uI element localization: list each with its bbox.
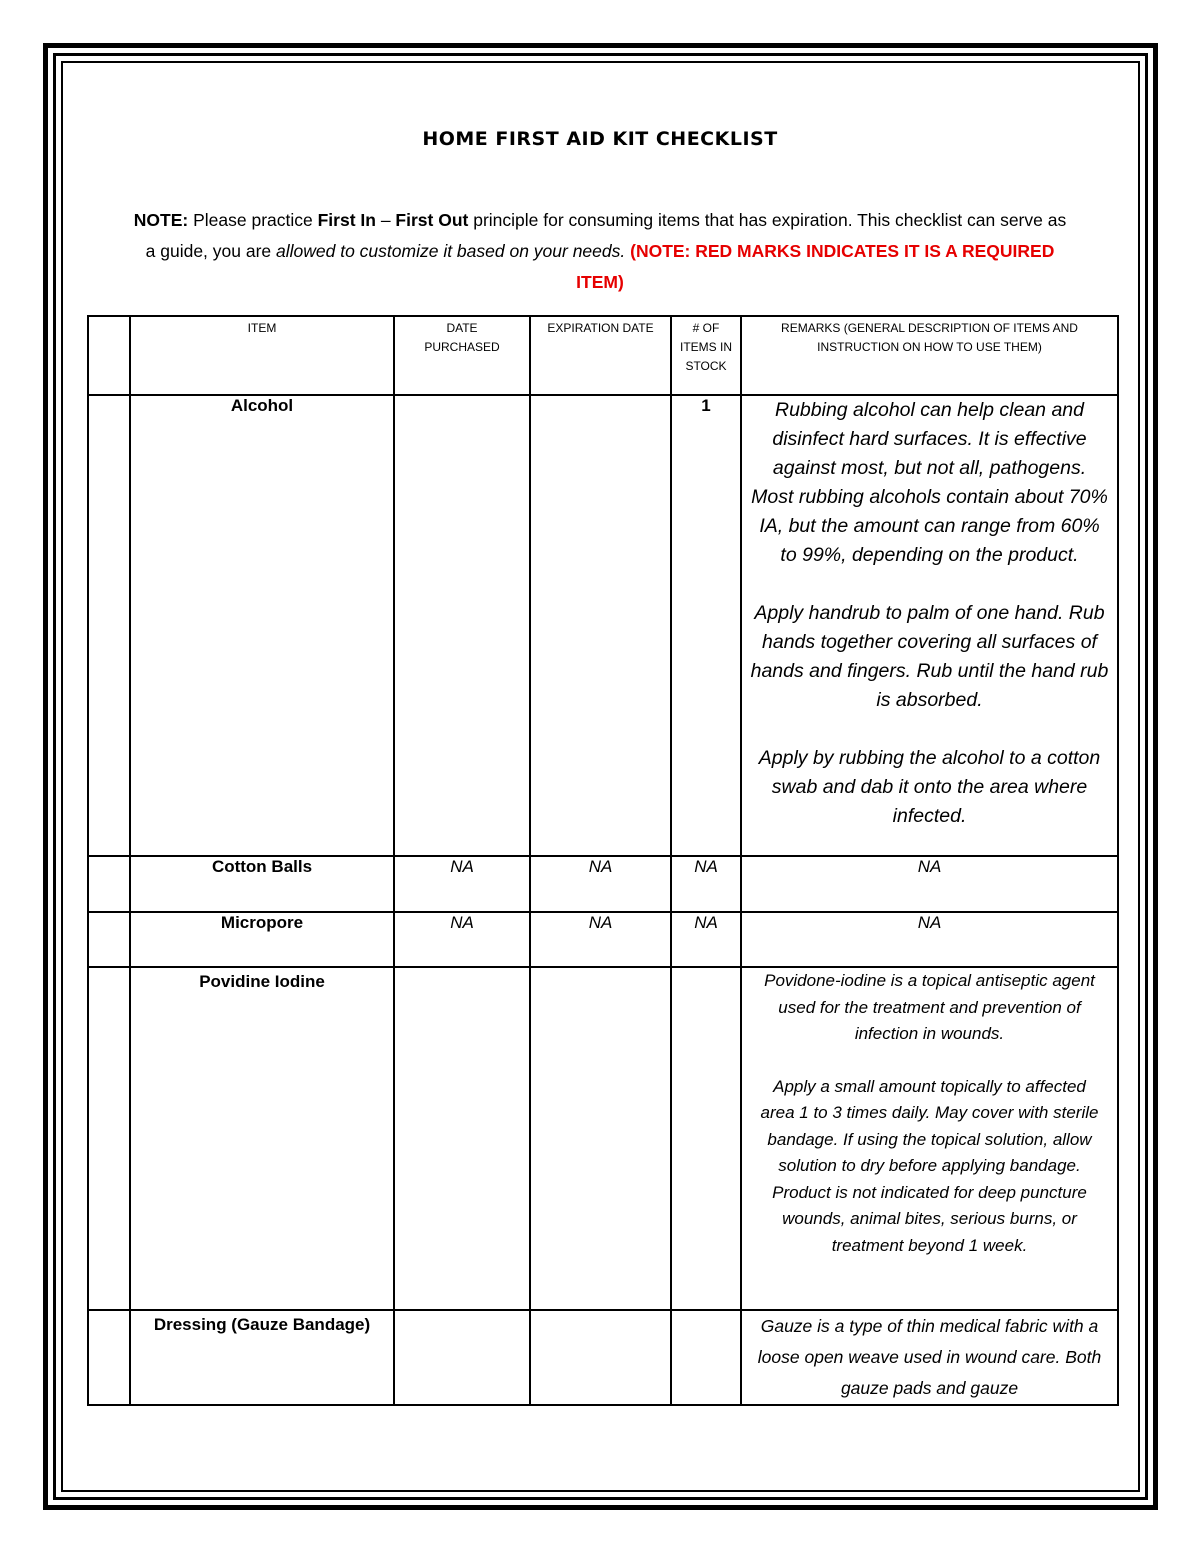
table-row [88, 1310, 1118, 1405]
note-text-2: principle for consuming items that has expiration. This checklist can serve as a guide, you are [145, 210, 1067, 261]
remarks-paragraph: Povidone-iodine is a topical antiseptic agent used for the treatment and prevention of infection in wounds. [764, 971, 1095, 1043]
note-paragraph [130, 205, 1070, 298]
row-checkbox-cell[interactable] [88, 912, 130, 967]
expiration-date-cell [530, 967, 671, 1310]
note-bold-first-out: First Out [395, 210, 469, 230]
stock-cell: NA [671, 856, 741, 912]
note-italic: allowed to customize it based on your needs. [276, 241, 626, 261]
table-row [88, 912, 1118, 967]
row-checkbox-cell[interactable] [88, 856, 130, 912]
note-red-required: (NOTE: RED MARKS INDICATES IT IS A REQUIRED ITEM) [576, 241, 1055, 292]
date-purchased-cell: NA [394, 912, 530, 967]
remarks-paragraph: Gauze is a type of thin medical fabric with a loose open weave used in wound care. Both gauze pads and gauze [757, 1316, 1102, 1398]
note-bold-first-in: First In [317, 210, 376, 230]
date-purchased-cell [394, 395, 530, 856]
row-checkbox-cell[interactable] [88, 1310, 130, 1405]
remarks-cell [741, 967, 1118, 1310]
header-expiration-date: EXPIRATION DATE [530, 316, 671, 395]
remarks-cell [741, 1310, 1118, 1405]
item-name: Dressing (Gauze Bandage) [130, 1310, 394, 1405]
date-purchased-cell [394, 1310, 530, 1405]
header-items-in-stock: # OF ITEMS IN STOCK [671, 316, 741, 395]
item-name: Povidine Iodine [130, 967, 394, 1310]
table-row [88, 967, 1118, 1310]
header-remarks: REMARKS (GENERAL DESCRIPTION OF ITEMS AND INSTRUCTION ON HOW TO USE THEM) [741, 316, 1118, 395]
stock-cell: 1 [671, 395, 741, 856]
note-dash: – [375, 210, 396, 230]
expiration-date-cell [530, 1310, 671, 1405]
expiration-date-cell [530, 395, 671, 856]
date-purchased-cell: NA [394, 856, 530, 912]
row-checkbox-cell[interactable] [88, 967, 130, 1310]
item-name: Micropore [130, 912, 394, 967]
item-name: Alcohol [130, 395, 394, 856]
stock-cell [671, 1310, 741, 1405]
row-checkbox-cell[interactable] [88, 395, 130, 856]
remarks-paragraph: Rubbing alcohol can help clean and disinfect hard surfaces. It is effective against most, but not all, pathogens. Most rubbing alcohols contain about 70% IA, but the amount can range from 60% to 99%, depending on the product. [751, 399, 1108, 566]
remarks-paragraph: Apply by rubbing the alcohol to a cotton swab and dab it onto the area where infected. [758, 747, 1101, 827]
remarks-cell: NA [741, 856, 1118, 912]
remarks-paragraph: Apply handrub to palm of one hand. Rub hands together covering all surfaces of hands and fingers. Rub until the hand rub is absorbed. [750, 602, 1109, 711]
note-label: NOTE: [133, 210, 189, 230]
stock-cell [671, 967, 741, 1310]
page-title: HOME FIRST AID KIT CHECKLIST [422, 128, 778, 150]
header-date-purchased: DATE PURCHASED [394, 316, 530, 395]
note-text-1: Please practice [188, 210, 318, 230]
remarks-cell: NA [741, 912, 1118, 967]
date-purchased-cell [394, 967, 530, 1310]
item-name: Cotton Balls [130, 856, 394, 912]
remarks-paragraph: Apply a small amount topically to affected area 1 to 3 times daily. May cover with sterile bandage. If using the topical solution, allow solution to dry before applying bandage. Product is not indicated for deep puncture wounds, animal bites, serious burns, or treatment beyond 1 week. [760, 1076, 1099, 1255]
header-checkbox-cell [88, 316, 130, 395]
remarks-cell [741, 395, 1118, 856]
expiration-date-cell: NA [530, 912, 671, 967]
table-row [88, 856, 1118, 912]
expiration-date-cell: NA [530, 856, 671, 912]
checklist-table [87, 315, 1119, 1406]
table-row [88, 395, 1118, 856]
header-item: ITEM [130, 316, 394, 395]
header-row [88, 316, 1118, 395]
stock-cell: NA [671, 912, 741, 967]
